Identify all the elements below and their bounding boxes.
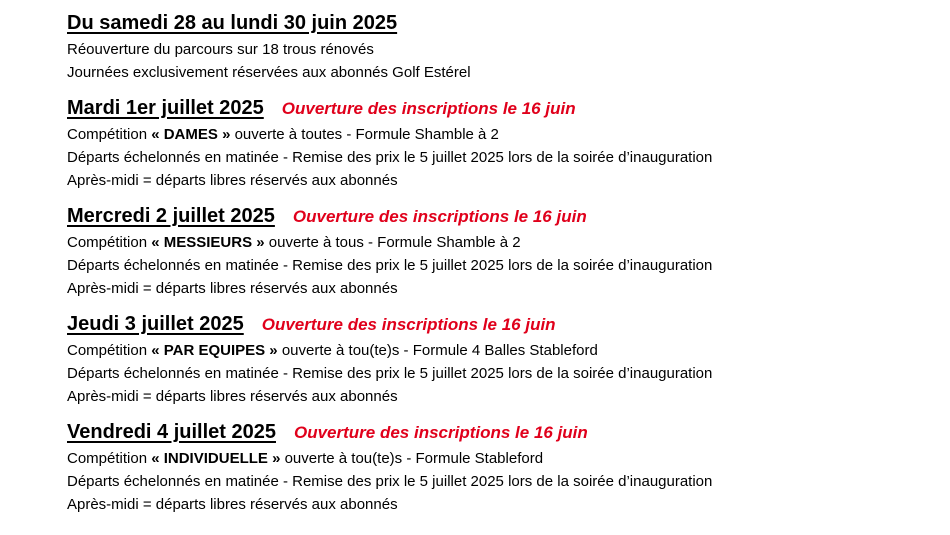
competition-name: « PAR EQUIPES » (151, 342, 278, 359)
event-detail-line: Après-midi = départs libres réservés aux abonnés (67, 388, 398, 405)
competition-suffix: ouverte à tou(te)s - Formule 4 Balles Stableford (277, 342, 598, 359)
event-detail-line: Départs échelonnés en matinée - Remise des prix le 5 juillet 2025 lors de la soirée d’inauguration (67, 365, 713, 382)
event-date: Jeudi 3 juillet 2025 (67, 313, 244, 335)
event-block (67, 201, 937, 300)
competition-line (67, 123, 937, 146)
event-block (67, 309, 937, 408)
event-block (67, 93, 937, 192)
competition-line (67, 231, 937, 254)
competition-line (67, 339, 937, 362)
event-heading (67, 201, 937, 231)
registration-note: Ouverture des inscriptions le 16 juin (293, 423, 588, 442)
event-block (67, 8, 937, 84)
competition-suffix: ouverte à tous - Formule Shamble à 2 (264, 234, 521, 251)
event-detail-line: Départs échelonnés en matinée - Remise des prix le 5 juillet 2025 lors de la soirée d’inauguration (67, 257, 713, 274)
competition-line (67, 447, 937, 470)
registration-note: Ouverture des inscriptions le 16 juin (281, 99, 576, 118)
event-detail-line: Après-midi = départs libres réservés aux abonnés (67, 172, 398, 189)
event-detail-line: Journées exclusivement réservées aux abonnés Golf Estérel (67, 64, 471, 81)
competition-name: « MESSIEURS » (151, 234, 265, 251)
competition-prefix: Compétition (67, 342, 152, 359)
event-heading (67, 8, 937, 38)
event-date: Mardi 1er juillet 2025 (67, 97, 264, 119)
competition-prefix: Compétition (67, 450, 152, 467)
registration-note: Ouverture des inscriptions le 16 juin (292, 207, 587, 226)
event-detail-line: Départs échelonnés en matinée - Remise des prix le 5 juillet 2025 lors de la soirée d’inauguration (67, 473, 713, 490)
event-heading (67, 417, 937, 447)
competition-prefix: Compétition (67, 234, 152, 251)
event-detail-line: Après-midi = départs libres réservés aux abonnés (67, 280, 398, 297)
event-date: Du samedi 28 au lundi 30 juin 2025 (67, 12, 398, 34)
competition-prefix: Compétition (67, 126, 152, 143)
competition-suffix: ouverte à tou(te)s - Formule Stableford (280, 450, 544, 467)
event-block (67, 417, 937, 516)
competition-suffix: ouverte à toutes - Formule Shamble à 2 (230, 126, 499, 143)
competition-name: « INDIVIDUELLE » (151, 450, 281, 467)
event-heading (67, 309, 937, 339)
event-date: Mercredi 2 juillet 2025 (67, 205, 275, 227)
event-heading (67, 93, 937, 123)
event-date: Vendredi 4 juillet 2025 (67, 421, 276, 443)
event-detail-line: Après-midi = départs libres réservés aux abonnés (67, 496, 398, 513)
event-schedule (67, 8, 937, 516)
registration-note: Ouverture des inscriptions le 16 juin (261, 315, 556, 334)
event-detail-line: Réouverture du parcours sur 18 trous rénovés (67, 41, 374, 58)
event-detail-line: Départs échelonnés en matinée - Remise des prix le 5 juillet 2025 lors de la soirée d’inauguration (67, 149, 713, 166)
competition-name: « DAMES » (151, 126, 231, 143)
